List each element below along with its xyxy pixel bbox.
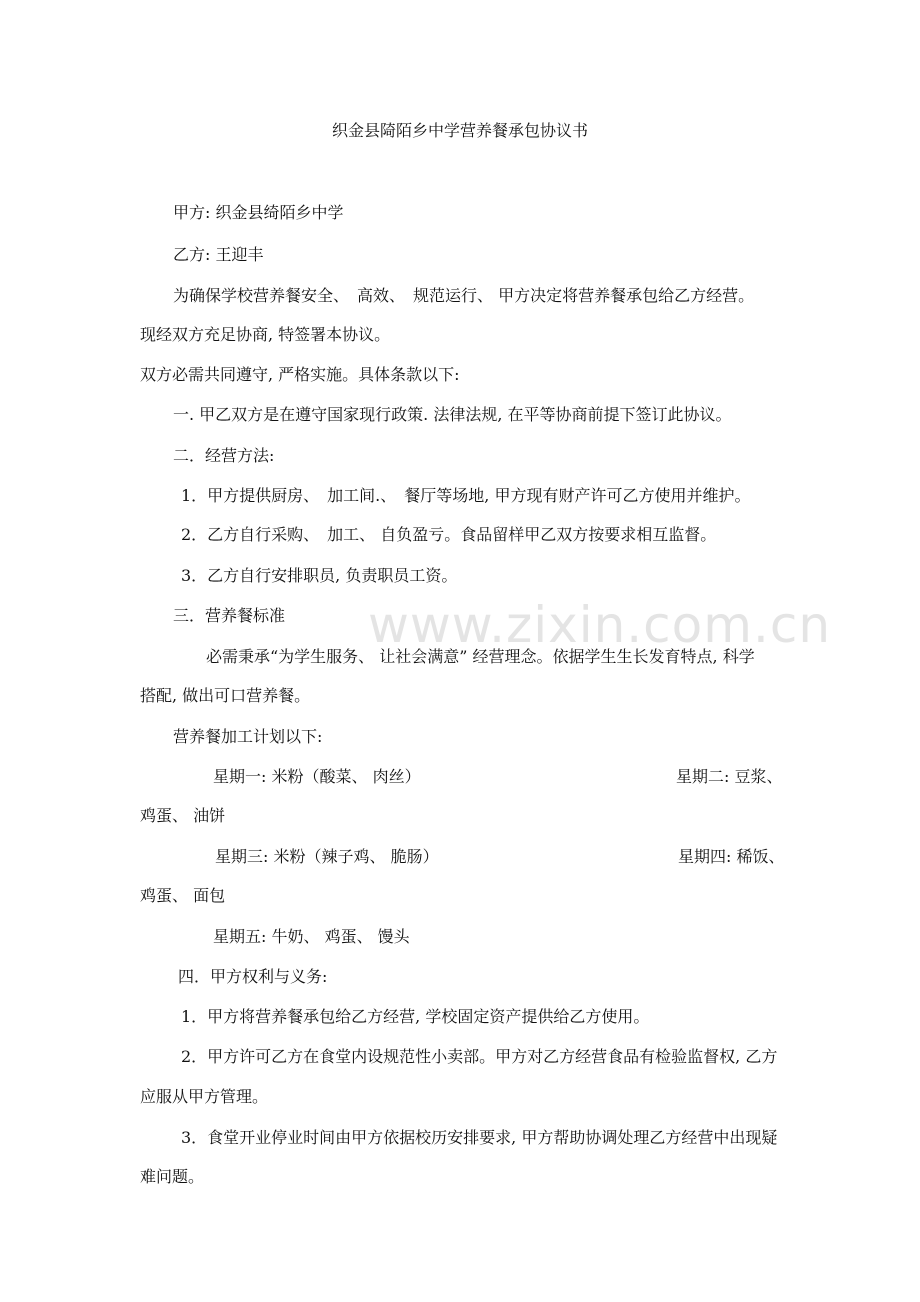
section-4-item-1: 1．甲方将营养餐承包给乙方经营, 学校固定资产提供给乙方使用。 xyxy=(181,1007,650,1026)
menu-thursday-cont: 鸡蛋、 面包 xyxy=(140,886,226,905)
section-4-item-3-line-1: 3．食堂开业停业时间由甲方依据校历安排要求, 甲方帮助协调处理乙方经营中出现疑 xyxy=(181,1128,778,1147)
section-2-item-3: 3．乙方自行安排职员, 负责职员工资。 xyxy=(181,566,458,585)
menu-tuesday-cont: 鸡蛋、 油饼 xyxy=(140,806,226,825)
watermark: www.zixin.com.cn xyxy=(368,596,832,654)
document-title: 织金县陭陌乡中学营养餐承包协议书 xyxy=(331,121,588,140)
section-3-para-line-1: 必需秉承“为学生服务、 让社会满意” 经营理念。依据学生生长发育特点, 科学 xyxy=(206,647,755,666)
intro-line-1: 为确保学校营养餐安全、 高效、 规范运行、 甲方决定将营养餐承包给乙方经营。 xyxy=(173,286,755,305)
section-3-para-line-2: 搭配, 做出可口营养餐。 xyxy=(140,686,311,705)
section-4-item-2-line-1: 2．甲方许可乙方在食堂内设规范性小卖部。甲方对乙方经营食品有检验监督权, 乙方 xyxy=(181,1047,778,1066)
party-b: 乙方: 王迎丰 xyxy=(173,245,264,264)
menu-monday: 星期一: 米粉（酸菜、 肉丝） xyxy=(213,767,421,786)
section-2-heading: 二．经营方法: xyxy=(173,446,275,465)
plan-heading: 营养餐加工计划以下: xyxy=(173,727,323,746)
section-2-item-1: 1．甲方提供厨房、 加工间.、 餐厅等场地, 甲方现有财产许可乙方使用并维护。 xyxy=(181,486,751,505)
menu-tuesday: 星期二: 豆浆、 xyxy=(676,767,783,786)
section-4-item-3-line-2: 难问题。 xyxy=(140,1167,205,1186)
party-a: 甲方: 织金县绮陌乡中学 xyxy=(173,203,344,222)
intro-line-3: 双方必需共同遵守, 严格实施。具体条款以下: xyxy=(140,365,460,384)
section-3-heading: 三．营养餐标准 xyxy=(173,606,286,625)
section-2-item-2: 2．乙方自行采购、 加工、 自负盈亏。食品留样甲乙双方按要求相互监督。 xyxy=(181,525,717,544)
section-1: 一. 甲乙双方是在遵守国家现行政策. 法律法规, 在平等协商前提下签订此协议。 xyxy=(173,405,732,424)
menu-friday: 星期五: 牛奶、 鸡蛋、 馒头 xyxy=(213,927,410,946)
section-4-item-2-line-2: 应服从甲方管理。 xyxy=(140,1087,269,1106)
menu-thursday: 星期四: 稀饭、 xyxy=(678,847,785,866)
menu-wednesday: 星期三: 米粉（辣子鸡、 脆肠） xyxy=(215,847,439,866)
intro-line-2: 现经双方充足协商, 特签署本协议。 xyxy=(140,325,391,344)
section-4-heading: 四．甲方权利与义务: xyxy=(178,967,328,986)
